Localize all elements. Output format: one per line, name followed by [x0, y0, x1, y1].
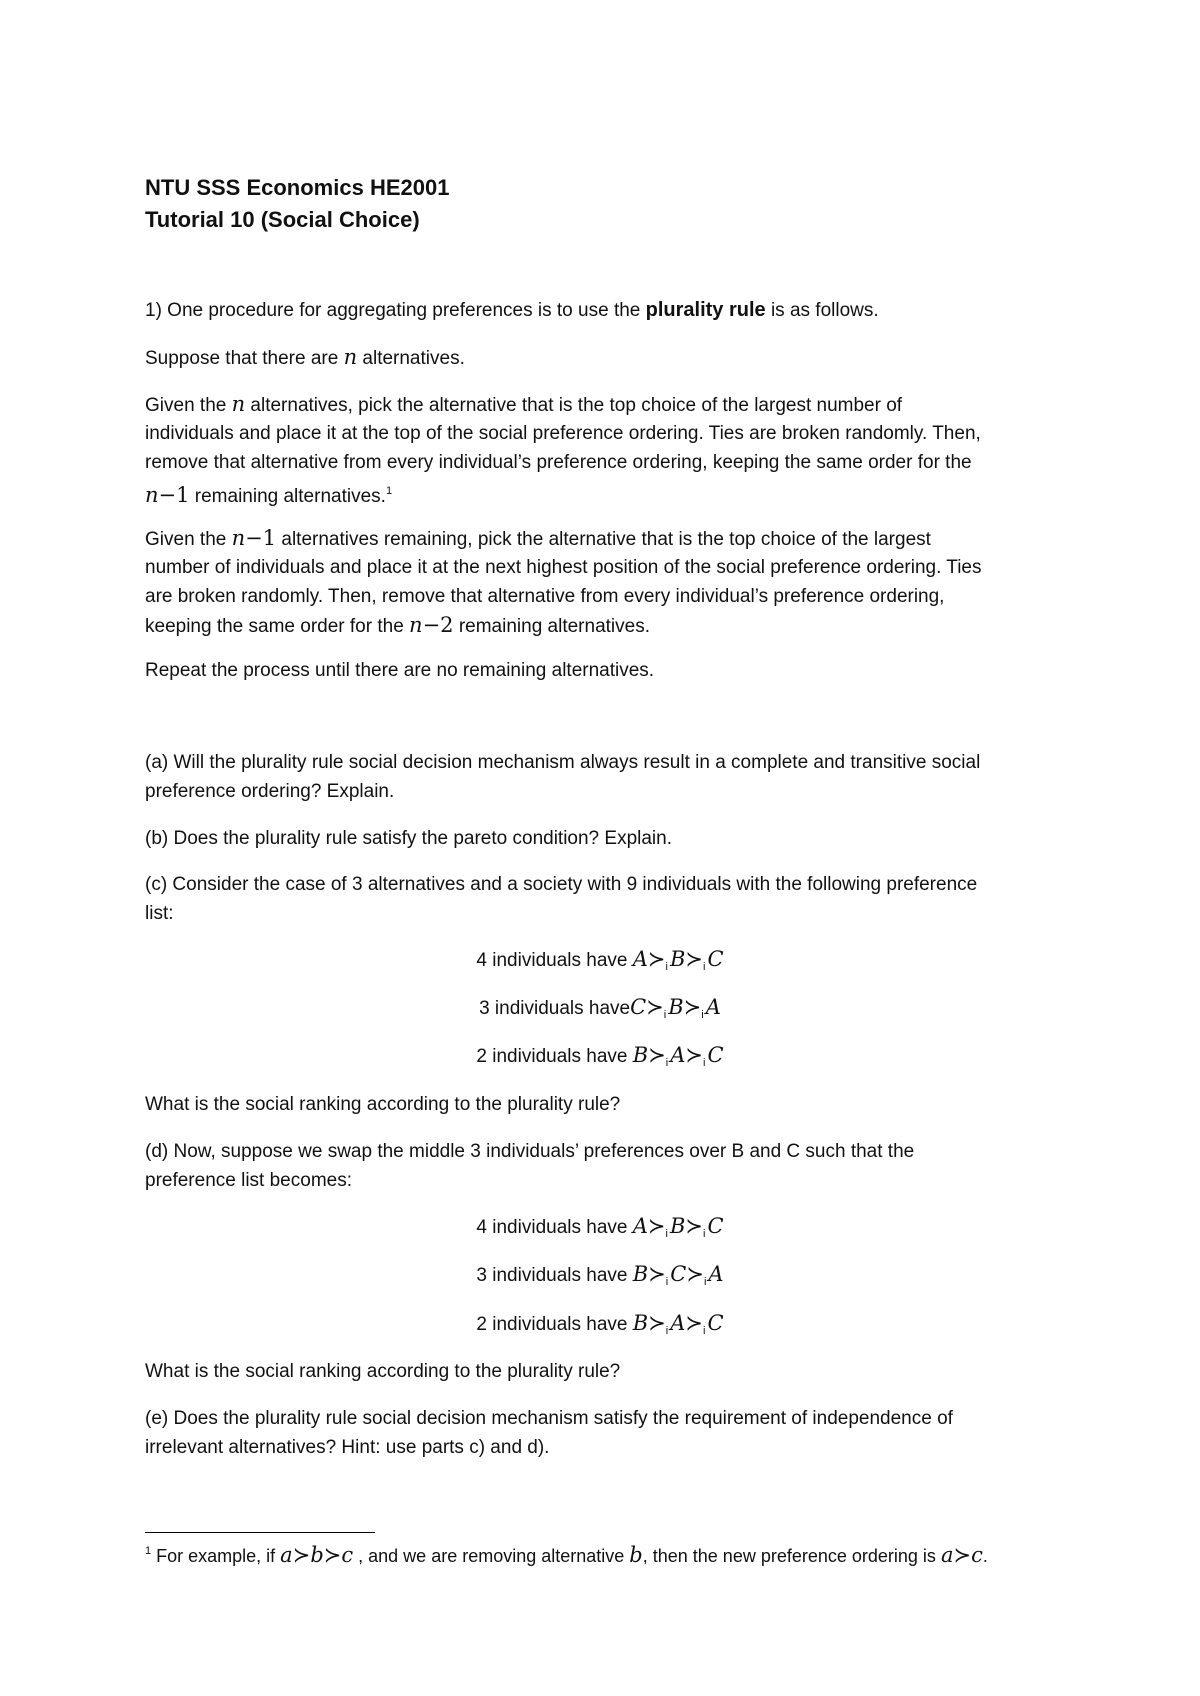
succ-symbol: ≻	[686, 1262, 704, 1286]
part-e-line-2: irrelevant alternatives? Hint: use parts c) and d).	[145, 1437, 550, 1458]
sub-i: i	[665, 1276, 669, 1288]
course-title: NTU SSS Economics HE2001	[145, 175, 450, 200]
succ-symbol: ≻	[685, 947, 704, 971]
alt-second: C	[670, 1262, 687, 1286]
sub-i: i	[665, 961, 668, 973]
succ-symbol: ≻	[685, 1043, 704, 1067]
sub-i: i	[665, 1228, 668, 1240]
suppose-text-end: alternatives.	[357, 348, 465, 369]
paragraph-2-line-1	[145, 524, 931, 554]
var-c: c	[341, 1543, 354, 1567]
alt-third: A	[708, 1262, 724, 1286]
paragraph-1-line-4	[145, 477, 392, 511]
alt-first: B	[632, 1043, 649, 1067]
part-c-question: What is the social ranking according to the plurality rule?	[145, 1094, 621, 1115]
alt-third: A	[705, 995, 721, 1019]
intro-text-end: is as follows.	[765, 300, 879, 321]
footnote-text: For example, if	[151, 1546, 281, 1566]
alt-second: A	[670, 1043, 686, 1067]
footnote-text-post: , then the new preference ordering is	[642, 1546, 941, 1566]
alt-third: C	[707, 947, 724, 971]
sub-i: i	[663, 1009, 667, 1021]
alt-second: B	[669, 947, 686, 971]
pref-label: 3 individuals have	[479, 998, 631, 1019]
part-d-line-1: (d) Now, suppose we swap the middle 3 individuals’ preferences over B and C such that the	[145, 1141, 915, 1162]
p1-line4-text: remaining alternatives.	[189, 486, 386, 507]
succ-symbol: ≻	[685, 1214, 704, 1238]
alt-first: B	[632, 1311, 649, 1335]
succ-symbol: ≻	[683, 995, 702, 1019]
pref-list-c-row-2	[0, 993, 1200, 1030]
minus-one: −1	[245, 526, 277, 550]
alt-third: C	[707, 1043, 724, 1067]
alt-second: A	[670, 1311, 686, 1335]
sub-i: i	[703, 1325, 706, 1337]
part-a-line-2: preference ordering? Explain.	[145, 781, 395, 802]
sub-i: i	[703, 1057, 706, 1069]
pref-list-d-row-3	[0, 1309, 1200, 1346]
p2-line4-text: keeping the same order for the	[145, 616, 410, 637]
question-1-intro	[145, 296, 879, 325]
var-a: a	[940, 1543, 954, 1567]
var-c: c	[971, 1543, 983, 1567]
succ-symbol: ≻	[648, 1311, 666, 1335]
footnote-text-mid: , and we are removing alternative	[353, 1546, 630, 1566]
succ-symbol: ≻	[648, 1262, 666, 1286]
alt-first: A	[632, 1214, 648, 1238]
succ-symbol: ≻	[646, 995, 664, 1019]
p2-line4-text-end: remaining alternatives.	[453, 616, 650, 637]
minus-one: −1	[158, 483, 190, 507]
succ-symbol: ≻	[323, 1543, 342, 1567]
var-n: n	[343, 345, 358, 369]
footnote-marker: 1	[145, 1545, 152, 1557]
alt-third: C	[707, 1214, 724, 1238]
pref-label: 4 individuals have	[476, 950, 633, 971]
part-d-question: What is the social ranking according to the plurality rule?	[145, 1361, 621, 1382]
succ-symbol: ≻	[953, 1543, 972, 1567]
sub-i: i	[665, 1057, 669, 1069]
sub-i: i	[703, 1228, 706, 1240]
footnote-reference[interactable]: 1	[385, 485, 393, 497]
minus-two: −2	[422, 613, 454, 637]
paragraph-2-line-2: number of individuals and place it at the next highest position of the social preference ordering. Ties	[145, 557, 982, 578]
alt-third: C	[707, 1311, 724, 1335]
sub-i: i	[701, 1009, 704, 1021]
pref-label: 4 individuals have	[476, 1217, 633, 1238]
tutorial-title: Tutorial 10 (Social Choice)	[145, 207, 420, 232]
suppose-text: Suppose that there are	[145, 348, 344, 369]
succ-symbol: ≻	[685, 1311, 704, 1335]
var-n: n	[409, 613, 423, 637]
intro-text: 1) One procedure for aggregating preferences is to use the	[145, 300, 646, 321]
part-b: (b) Does the plurality rule satisfy the pareto condition? Explain.	[145, 828, 672, 849]
sub-i: i	[703, 961, 706, 973]
paragraph-2-line-3: are broken randomly. Then, remove that alternative from every individual’s preference ordering,	[145, 586, 945, 607]
repeat-line: Repeat the process until there are no remaining alternatives.	[145, 660, 655, 681]
plurality-rule-term: plurality rule	[645, 299, 766, 321]
var-a: a	[280, 1543, 293, 1567]
var-b-removed: b	[629, 1543, 643, 1567]
footnote	[145, 1537, 988, 1570]
footnote-period: .	[982, 1546, 988, 1566]
alt-first: C	[630, 995, 647, 1019]
pref-list-c-row-1	[0, 945, 1200, 982]
paragraph-1-line-1	[145, 390, 902, 420]
p2-text: Given the	[145, 529, 232, 550]
alt-first: A	[632, 947, 648, 971]
p1-text-end: alternatives, pick the alternative that is the top choice of the largest number of	[245, 395, 903, 416]
pref-label: 2 individuals have	[476, 1046, 633, 1067]
alt-first: B	[632, 1262, 649, 1286]
succ-symbol: ≻	[292, 1543, 311, 1567]
var-n: n	[145, 483, 159, 507]
pref-label: 2 individuals have	[476, 1314, 633, 1335]
succ-symbol: ≻	[647, 1214, 666, 1238]
part-c-line-2: list:	[145, 903, 174, 924]
var-n: n	[231, 526, 246, 550]
pref-list-d-row-2	[0, 1260, 1200, 1297]
paragraph-1-line-2: individuals and place it at the top of the social preference ordering. Ties are broken randomly. Then,	[145, 423, 981, 444]
p1-text: Given the	[145, 395, 232, 416]
part-a-line-1: (a) Will the plurality rule social decision mechanism always result in a complete and transitive social	[145, 752, 981, 773]
pref-label: 3 individuals have	[476, 1265, 633, 1286]
p2-text-end: alternatives remaining, pick the alternative that is the top choice of the largest	[276, 529, 931, 550]
alt-second: B	[669, 1214, 686, 1238]
part-d-line-2: preference list becomes:	[145, 1170, 352, 1191]
succ-symbol: ≻	[648, 1043, 666, 1067]
footnote-divider	[145, 1532, 375, 1533]
pref-list-c-row-3	[0, 1041, 1200, 1078]
var-n: n	[231, 392, 246, 416]
paragraph-2-line-4	[145, 611, 650, 641]
part-e-line-1: (e) Does the plurality rule social decision mechanism satisfy the requirement of independence of	[145, 1408, 953, 1429]
part-c-line-1: (c) Consider the case of 3 alternatives and a society with 9 individuals with the following preference	[145, 874, 978, 895]
paragraph-1-line-3: remove that alternative from every individual’s preference ordering, keeping the same order for the	[145, 452, 972, 473]
succ-symbol: ≻	[647, 947, 666, 971]
pref-list-d-row-1	[0, 1212, 1200, 1249]
suppose-line	[145, 343, 465, 373]
var-b: b	[310, 1543, 324, 1567]
sub-i: i	[703, 1276, 707, 1288]
sub-i: i	[665, 1325, 669, 1337]
alt-second: B	[668, 995, 684, 1019]
